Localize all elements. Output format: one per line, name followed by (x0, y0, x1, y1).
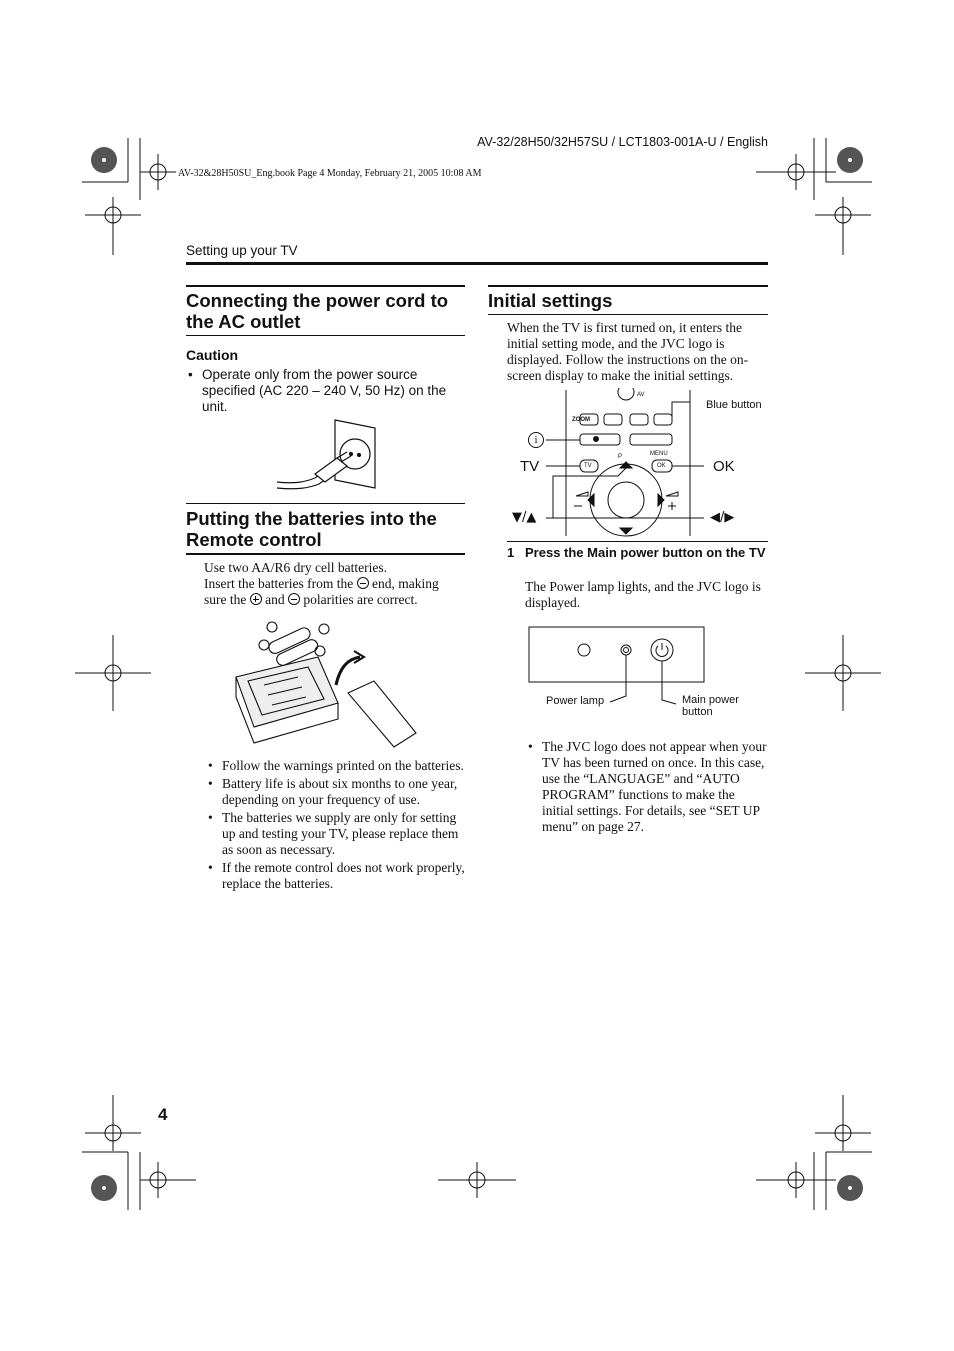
power-lamp-label: Power lamp (546, 695, 605, 707)
av-button-label: AV (637, 392, 645, 398)
list-item: • The JVC logo does not appear when your TV has been turned on once. In this case, use the “LANGUAGE” and “AUTO PROGRAM” functions to make the initial settings. For details, see “SET UP menu” on page 27. (526, 739, 768, 835)
divider (186, 553, 465, 555)
list-item: • Follow the warnings printed on the batteries. (206, 758, 468, 774)
initial-notes (526, 739, 768, 837)
divider (488, 285, 768, 287)
page-number: 4 (158, 1105, 168, 1124)
divider (186, 335, 465, 336)
left-right-label: ◀/▶ (710, 510, 735, 525)
intro-text: Insert the batteries from the (204, 576, 354, 591)
section-label: Setting up your TV (186, 243, 298, 258)
ok-button-label: OK (657, 463, 666, 469)
divider (186, 285, 465, 287)
intro-text: and (265, 592, 285, 607)
intro-line: Use two AA/R6 dry cell batteries. (204, 560, 387, 575)
step-number: 1 (507, 545, 515, 560)
power-cord-heading: Connecting the power cord to the AC outlet (186, 290, 449, 332)
divider (507, 541, 768, 542)
zoom-button-label: ZOOM (572, 417, 590, 423)
up-down-label: ▼/▲ (512, 510, 537, 525)
intro-line (204, 576, 469, 592)
list-item: • The batteries we supply are only for setting up and testing your TV, please replace them as soon as necessary. (206, 810, 468, 858)
tv-label: TV (520, 458, 540, 475)
book-info-line: AV-32&28H50SU_Eng.book Page 4 Monday, February 21, 2005 10:08 AM (178, 168, 482, 179)
intro-text: end, making (371, 576, 439, 591)
caution-label: Caution (186, 347, 239, 363)
info-icon: i (528, 432, 544, 448)
blue-button-label: Blue button (706, 399, 762, 411)
step-title: Press the Main power button on the TV (525, 545, 766, 560)
intro-text: sure the (204, 592, 247, 607)
remote-diagram (508, 388, 773, 538)
batteries-heading: Putting the batteries into the Remote control (186, 508, 437, 550)
list-item: • Operate only from the power source specified (AC 220 – 240 V, 50 Hz) on the unit. (186, 367, 468, 415)
caution-list (186, 367, 468, 417)
minus-icon (288, 593, 300, 605)
intro-line (204, 592, 469, 608)
p-button-label: P (618, 454, 623, 460)
initial-settings-intro: When the TV is first turned on, it enters the initial setting mode, and the JVC logo is displayed. Follow the instructions on the on-screen display to make the initial settings. (507, 320, 749, 383)
divider (186, 503, 465, 504)
tv-button-label: TV (584, 463, 592, 469)
model-header: AV-32/28H50/32H57SU / LCT1803-001A-U / English (477, 135, 768, 149)
intro-text: polarities are correct. (303, 592, 418, 607)
battery-notes (206, 758, 468, 894)
divider (488, 314, 768, 315)
minus-icon (357, 577, 369, 589)
plus-icon (250, 593, 262, 605)
header-rule (186, 262, 768, 265)
main-power-label: Main power button (682, 694, 739, 718)
tv-panel-diagram (528, 626, 748, 721)
initial-settings-heading: Initial settings (488, 290, 613, 311)
outlet-illustration (275, 418, 385, 493)
battery-illustration (228, 615, 423, 750)
list-item: • Battery life is about six months to one year, depending on your frequency of use. (206, 776, 468, 808)
step-body: The Power lamp lights, and the JVC logo is displayed. (525, 579, 761, 610)
menu-button-label: MENU (650, 451, 668, 457)
ok-label: OK (713, 458, 735, 475)
batteries-intro (204, 560, 469, 608)
list-item: • If the remote control does not work properly, replace the batteries. (206, 860, 468, 892)
